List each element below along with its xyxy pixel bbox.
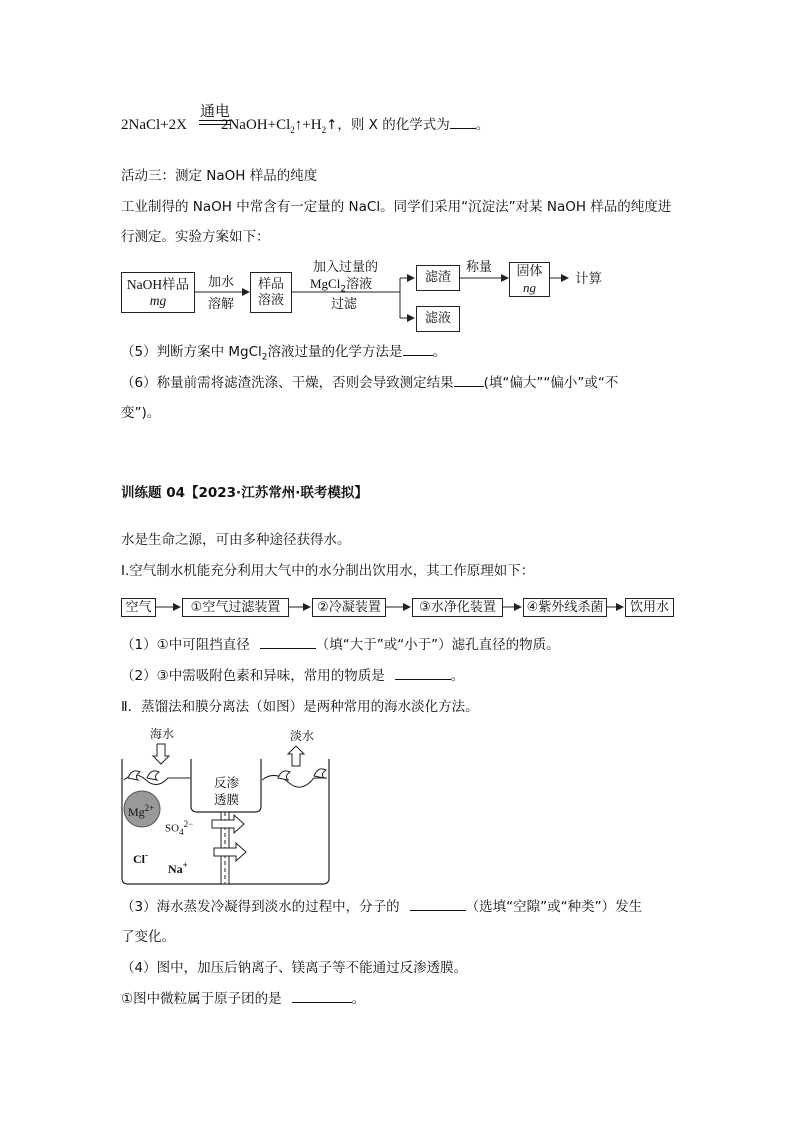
flow2-step-air: 空气 [121,598,156,617]
flow1-solid-line1: 固体 [516,263,543,279]
q4-1 [121,990,365,1008]
q5-sub: 2 [261,352,268,363]
flow1-sample-mass: mg [149,292,167,308]
diagram-na-ion [168,856,188,878]
activity3-para-line2: 行测定。实验方案如下： [121,229,270,245]
q2-text-a: （2）③中需吸附色素和异味，常用的物质是 [121,668,385,684]
equation-lhs: 2NaCl+2X [121,117,187,133]
q5-end: 。 [432,344,447,360]
exercise4-part1: Ⅰ.空气制水机能充分利用大气中的水分制出饮用水，其工作原理如下： [121,563,535,579]
equation-end: 。 [475,117,490,133]
q6-line1-text: （6）称量前需将滤渣洗涤、干燥，否则会导致测定结果 [121,375,454,391]
q5-text-a: （5）判断方案中 MgCl [121,344,262,360]
equation-sub-2: 2 [321,125,327,135]
diagram-so4-ion [165,815,193,841]
flow2-step-purify: ③水净化装置 [412,598,503,617]
so4-symbol: SO [165,822,180,835]
diagram-cl-ion [133,846,148,868]
diagram-seawater: 海水 [150,727,175,741]
q1-text-b: （填“大于”或“小于”）滤孔直径的物质。 [315,637,560,653]
flow1-solid-mass: ng [522,279,536,295]
flow2-step-drinking-water: 饮用水 [625,598,674,617]
q4-1-end: 。 [351,991,366,1007]
flow1-solution-line1: 样品 [257,276,284,292]
equation-rhs-b: ↑+H [294,117,322,133]
diagram-membrane-line2: 透膜 [214,792,240,807]
cl-symbol: Cl [133,852,145,866]
flow1-arrow1-bottom: 溶解 [208,297,235,312]
flow1-filtrate-label: 滤液 [424,311,451,326]
flow1-mgcl2: MgCl [310,276,341,291]
flow1-sample-label: NaOH样品 [126,276,190,292]
q4: （4）图中，加压后钠离子、镁离子等不能通过反渗透膜。 [121,960,468,976]
activity3-title: 活动三：测定 NaOH 样品的纯度 [121,168,318,184]
flow2-step-uv: ④紫外线杀菌 [523,598,607,617]
flow1-arrow3-top: 称量 [466,260,493,275]
q3-text-b: （选填“空隙”或“种类”）发生 [465,899,643,915]
equation-rhs-c: ↑，则 X 的化学式为 [326,117,450,133]
flow1-mgcl2-sub: 2 [340,284,347,295]
cl-charge: - [145,850,148,860]
q3-line2: 了变化。 [121,929,175,945]
q3-answer-blank[interactable] [410,910,466,911]
equation-sub-1: 2 [290,125,295,135]
flow1-arrow2-bottom: 过滤 [331,297,358,312]
so4-charge: 2− [183,819,194,829]
flow1-residue-label: 滤渣 [424,270,451,285]
flow2-step-condense: ②冷凝装置 [312,598,386,617]
q4-1-text: ①图中微粒属于原子团的是 [121,991,282,1007]
mg-charge: 2+ [144,803,155,813]
q1-text-a: （1）①中可阻挡直径 [121,637,250,653]
flow2-step-filter: ①空气过滤装置 [182,598,289,617]
diagram-membrane-line1: 反渗 [214,775,240,790]
diagram-freshwater: 淡水 [290,729,315,743]
flow1-calc: 计算 [575,271,602,287]
flow1-solution-line2: 溶液 [257,292,284,308]
activity3-para-line1: 工业制得的 NaOH 中常含有一定量的 NaCl。同学们采用“沉淀法”对某 NaOH 样品的纯度进 [121,199,672,215]
diagram-mg-ion [128,799,154,821]
q6-line1-end: (填“偏大”“偏小”或“不 [483,375,619,391]
q4-1-answer-blank[interactable] [292,1002,352,1003]
exercise4-intro: 水是生命之源，可由多种途径获得水。 [121,532,351,548]
q3-line1 [121,898,642,916]
part2: Ⅱ．蒸馏法和膜分离法（如图）是两种常用的海水淡化方法。 [121,699,479,715]
q6-line2: 变”)。 [121,405,161,421]
flow1-arrow1-top: 加水 [208,275,235,290]
q2-end: 。 [450,668,465,684]
equation-rhs-a: 2NaOH+Cl [220,117,291,133]
equation-condition: 通电 [200,102,231,120]
q5-text-b: 溶液过量的化学方法是 [267,344,403,360]
mg-symbol: Mg [128,805,145,819]
na-charge: + [182,860,188,870]
exercise4-title: 训练题 04【2023·江苏常州·联考模拟】 [121,485,368,501]
flow1-arrow2-top1: 加入过量的 [313,260,379,275]
na-symbol: Na [168,862,183,876]
q3-text-a: （3）海水蒸发冷凝得到淡水的过程中，分子的 [121,899,400,915]
so4-sub: 4 [179,826,184,837]
flow1-mgcl2-solution: 溶液 [346,277,373,292]
